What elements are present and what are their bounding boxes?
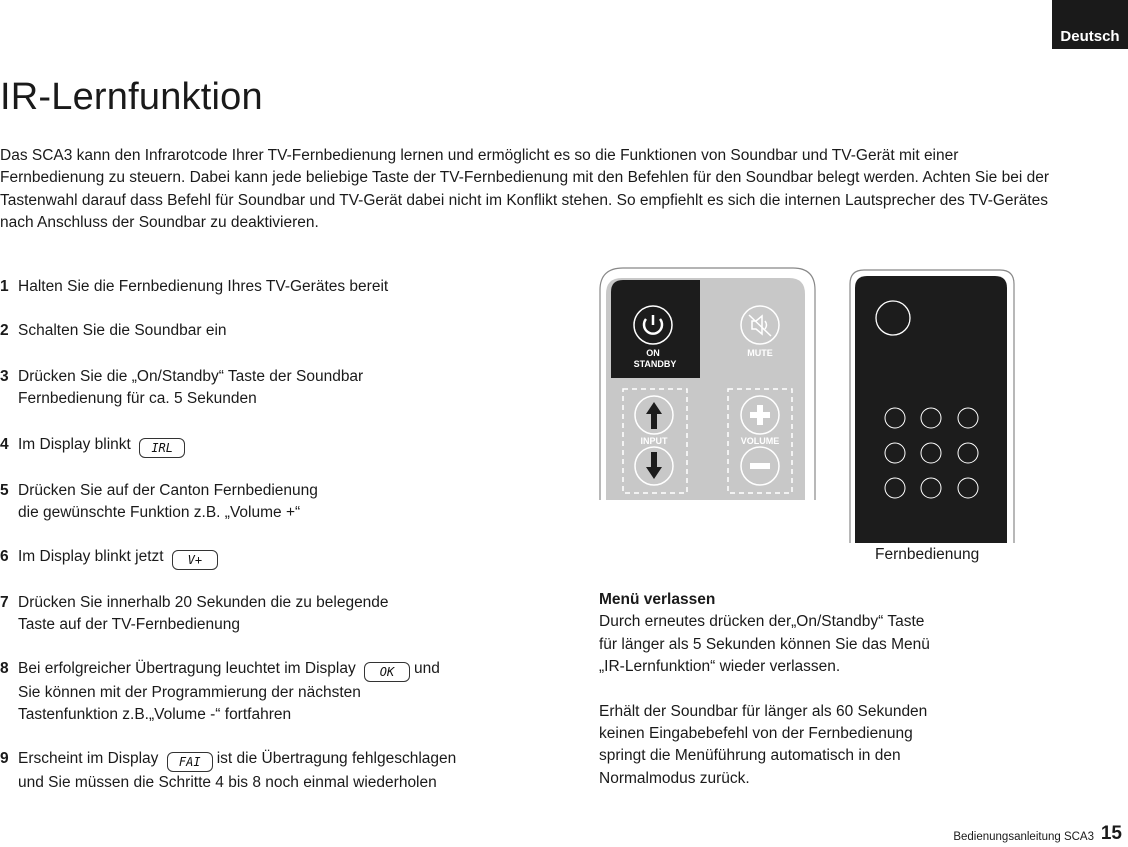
step-text-line: ist die Übertragung fehlgeschlagen (216, 750, 457, 767)
step-2 (0, 320, 498, 342)
display-readout: FAI (167, 752, 213, 772)
menu-exit-section (599, 589, 979, 790)
input-label: INPUT (640, 436, 668, 446)
step-number: 8 (0, 660, 9, 677)
step-4 (0, 434, 498, 458)
step-text (18, 748, 498, 794)
step-text-line: Im Display blinkt (18, 436, 131, 453)
step-1 (0, 276, 498, 298)
step-text (18, 658, 498, 727)
standby-label: STANDBY (633, 359, 677, 369)
tv-remote-illustration (849, 268, 1015, 543)
paragraph-line: keinen Eingabebefehl von der Fernbedienung (599, 725, 913, 743)
canton-remote-illustration (599, 266, 817, 500)
menu-exit-heading: Menü verlassen (599, 591, 716, 608)
display-readout: OK (364, 662, 410, 682)
step-text-line: Im Display blinkt jetzt (18, 548, 164, 565)
paragraph-line: springt die Menüführung automatisch in den (599, 747, 901, 765)
paragraph-line: für länger als 5 Sekunden können Sie das Menü (599, 635, 930, 653)
step-8 (0, 658, 498, 727)
step-text-line: Tastenfunktion z.B.„Volume -“ fortfahren (18, 706, 292, 724)
step-text-line: Fernbedienung für ca. 5 Sekunden (18, 390, 257, 408)
display-readout: V+ (172, 550, 218, 570)
display-readout: IRL (139, 438, 185, 458)
numeric-keypad (885, 408, 978, 498)
language-tab: Deutsch (1052, 0, 1128, 49)
menu-exit-paragraph-1 (599, 611, 979, 678)
step-text (18, 592, 498, 637)
step-5 (0, 480, 498, 525)
paragraph-line: Durch erneutes drücken der„On/Standby“ Taste (599, 613, 925, 631)
step-number: 3 (0, 368, 9, 385)
step-text (18, 434, 498, 458)
step-text-line: und (414, 660, 440, 677)
step-number: 6 (0, 548, 9, 565)
paragraph-line: „IR-Lernfunktion“ wieder verlassen. (599, 658, 841, 676)
step-number: 2 (0, 322, 9, 339)
step-text-line: Taste auf der TV-Fernbedienung (18, 616, 241, 634)
step-text-line: Sie können mit der Programmierung der nächsten (18, 684, 361, 701)
intro-text: Das SCA3 kann den Infrarotcode Ihrer TV-Fernbedienung lernen und ermöglicht es so die Funktionen von Soundbar und TV-Gerät mit einer Fernbedienung zu steuern. Dabei kann jede beliebige Taste der TV-Fernbedienung mit den Befehlen für den Soundbar belegt werden. Achten Sie bei der Tastenwahl darauf dass Befehl für Soundbar und TV-Gerät dabei nicht im Konflikt stehen. So empfiehlt es sich die internen Lautsprecher des TV-Gerätes nach Anschluss der Soundbar zu deaktivieren. (0, 147, 1049, 232)
step-number: 7 (0, 594, 9, 611)
step-number: 1 (0, 278, 9, 295)
footer-doc-title: Bedienungsanleitung SCA3 (953, 831, 1094, 843)
on-label: ON (646, 348, 660, 358)
paragraph-line: Normalmodus zurück. (599, 769, 750, 787)
menu-exit-paragraph-2 (599, 701, 979, 791)
step-text-line: Drücken Sie innerhalb 20 Sekunden die zu belegende (18, 594, 389, 611)
paragraph-line: Erhält der Soundbar für länger als 60 Sekunden (599, 702, 928, 720)
step-text: Halten Sie die Fernbedienung Ihres TV-Gerätes bereit (18, 278, 389, 295)
power-button-icon (876, 301, 910, 335)
volume-label: VOLUME (740, 436, 780, 446)
step-text-line: Drücken Sie auf der Canton Fernbedienung (18, 482, 318, 499)
mute-label: MUTE (747, 348, 773, 358)
step-number: 4 (0, 436, 9, 453)
step-3 (0, 366, 498, 411)
step-text: Schalten Sie die Soundbar ein (18, 322, 227, 339)
step-text-line: und Sie müssen die Schritte 4 bis 8 noch einmal wiederholen (18, 774, 437, 791)
step-text-line: Drücken Sie die „On/Standby“ Taste der Soundbar (18, 368, 364, 385)
step-text (18, 546, 498, 570)
step-7 (0, 592, 498, 637)
step-number: 5 (0, 482, 9, 499)
step-text (18, 480, 498, 525)
step-6 (0, 546, 498, 570)
step-9 (0, 748, 498, 794)
page-title: IR-Lernfunktion (0, 76, 263, 118)
step-text (18, 366, 498, 411)
step-text-line: die gewünschte Funktion z.B. „Volume +“ (18, 504, 301, 522)
figure-caption: Fernbedienung (875, 546, 980, 563)
page-number: 15 (1100, 823, 1122, 844)
step-text-line: Erscheint im Display (18, 750, 159, 767)
step-number: 9 (0, 750, 9, 767)
step-text-line: Bei erfolgreicher Übertragung leuchtet im Display (18, 660, 356, 677)
